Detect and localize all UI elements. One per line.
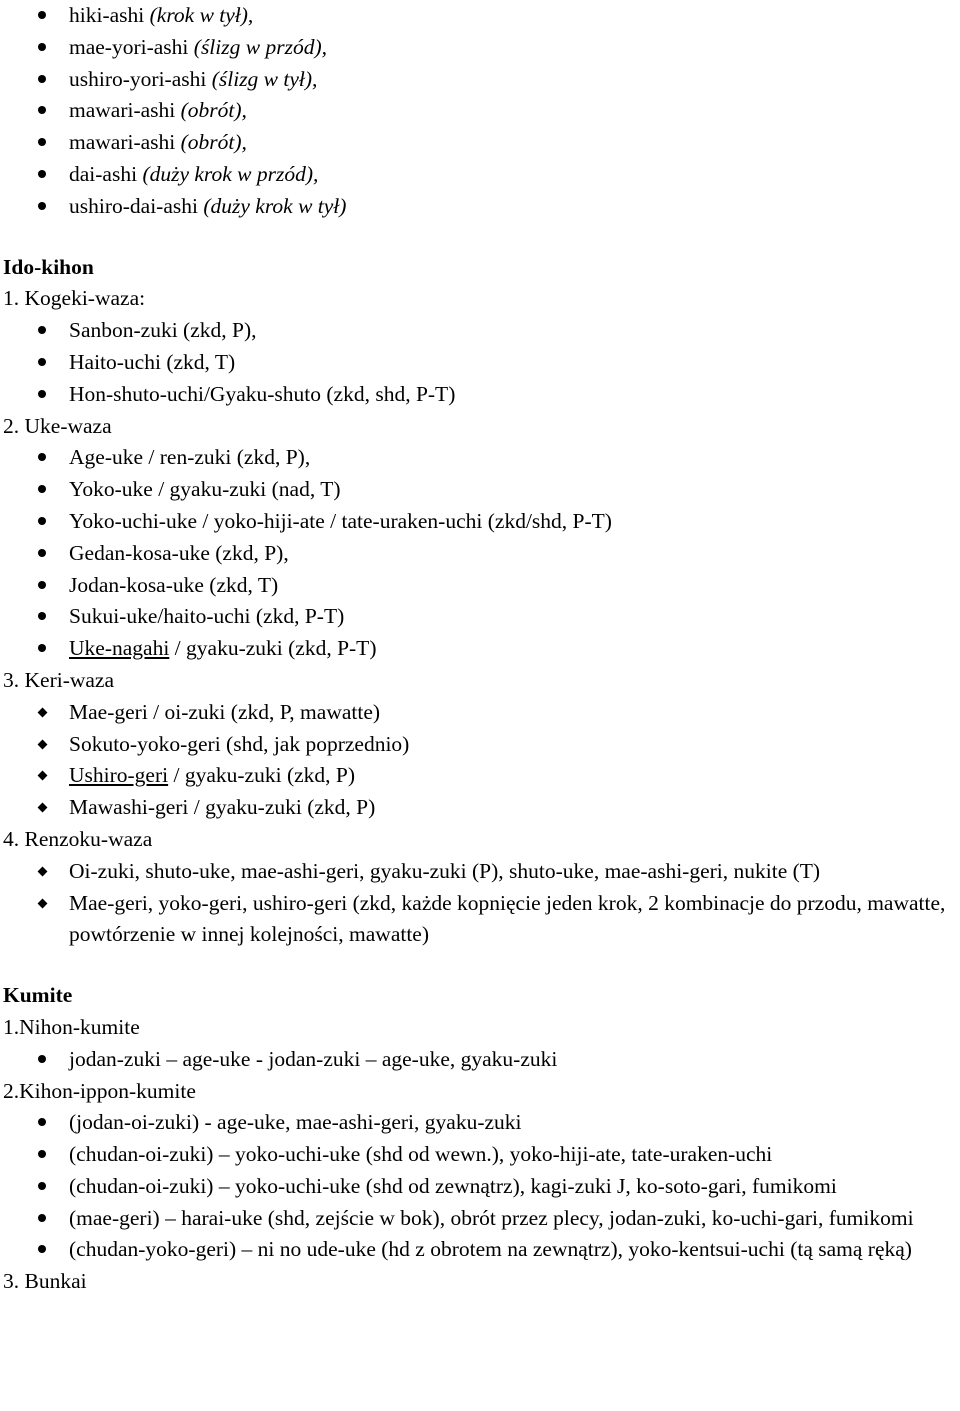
- underlined-term: Ushiro-geri: [69, 763, 169, 788]
- list-item: jodan-zuki – age-uke - jodan-zuki – age-uke, gyaku-zuki: [3, 1044, 960, 1076]
- diamond-bullet-icon: [32, 792, 52, 824]
- list-item: Sukui-uke/haito-uchi (zkd, P-T): [3, 601, 960, 633]
- bullet-icon: [32, 159, 52, 191]
- list-item: dai-ashi (duży krok w przód),: [3, 159, 960, 191]
- list-item: hiki-ashi (krok w tył),: [3, 0, 960, 32]
- list-item: Mae-geri / oi-zuki (zkd, P, mawatte): [3, 697, 960, 729]
- list-item: (jodan-oi-zuki) - age-uke, mae-ashi-geri, gyaku-zuki: [3, 1107, 960, 1139]
- list-item: Haito-uchi (zkd, T): [3, 347, 960, 379]
- list-item: Yoko-uke / gyaku-zuki (nad, T): [3, 474, 960, 506]
- bullet-icon: [32, 64, 52, 96]
- bullet-icon: [32, 1044, 52, 1076]
- list-item: Gedan-kosa-uke (zkd, P),: [3, 538, 960, 570]
- diamond-bullet-icon: [32, 729, 52, 761]
- subsection-heading: 1.Nihon-kumite: [3, 1014, 140, 1039]
- bullet-icon: [32, 95, 52, 127]
- diamond-bullet-icon: [32, 760, 52, 792]
- bullet-icon: [32, 1171, 52, 1203]
- bullet-icon: [32, 191, 52, 223]
- bullet-icon: [32, 0, 52, 32]
- bullet-icon: [32, 32, 52, 64]
- bullet-icon: [32, 315, 52, 347]
- bullet-icon: [32, 379, 52, 411]
- list-item: mae-yori-ashi (ślizg w przód),: [3, 32, 960, 64]
- list-item: ushiro-dai-ashi (duży krok w tył): [3, 191, 960, 223]
- list-item: Jodan-kosa-uke (zkd, T): [3, 570, 960, 602]
- list-item: Sokuto-yoko-geri (shd, jak poprzednio): [3, 729, 960, 761]
- bullet-icon: [32, 506, 52, 538]
- subsection-heading: 2. Uke-waza: [3, 413, 112, 438]
- subsection-heading: 4. Renzoku-waza: [3, 826, 153, 851]
- bullet-icon: [32, 442, 52, 474]
- bullet-icon: [32, 601, 52, 633]
- spacer: [3, 951, 960, 980]
- bullet-icon: [32, 1234, 52, 1266]
- list-item: Sanbon-zuki (zkd, P),: [3, 315, 960, 347]
- subsection-heading: 3. Bunkai: [3, 1269, 87, 1294]
- bullet-icon: [32, 633, 52, 665]
- bullet-icon: [32, 347, 52, 379]
- list-item: Ushiro-geri / gyaku-zuki (zkd, P): [3, 760, 960, 792]
- list-item: Age-uke / ren-zuki (zkd, P),: [3, 442, 960, 474]
- list-item: mawari-ashi (obrót),: [3, 127, 960, 159]
- list-item: mawari-ashi (obrót),: [3, 95, 960, 127]
- bullet-icon: [32, 1107, 52, 1139]
- bullet-icon: [32, 1139, 52, 1171]
- bullet-icon: [32, 538, 52, 570]
- list-item: (chudan-oi-zuki) – yoko-uchi-uke (shd od zewnątrz), kagi-zuki J, ko-soto-gari, fumikomi: [3, 1171, 960, 1203]
- list-item: (chudan-yoko-geri) – ni no ude-uke (hd z obrotem na zewnątrz), yoko-kentsui-uchi (tą samą ręką): [3, 1234, 960, 1266]
- diamond-bullet-icon: [32, 697, 52, 729]
- subsection-heading: 3. Keri-waza: [3, 667, 115, 692]
- list-item: Yoko-uchi-uke / yoko-hiji-ate / tate-uraken-uchi (zkd/shd, P-T): [3, 506, 960, 538]
- subsection-heading: 2.Kihon-ippon-kumite: [3, 1078, 196, 1103]
- list-item: Hon-shuto-uchi/Gyaku-shuto (zkd, shd, P-T): [3, 379, 960, 411]
- subsection-heading: 1. Kogeki-waza:: [3, 286, 146, 311]
- diamond-bullet-icon: [32, 888, 52, 920]
- list-item: Mae-geri, yoko-geri, ushiro-geri (zkd, każde kopnięcie jeden krok, 2 kombinacje do przodu, mawatte, powtórzenie w innej kolejności, mawatte): [3, 888, 960, 952]
- list-item: ushiro-yori-ashi (ślizg w tył),: [3, 64, 960, 96]
- bullet-icon: [32, 570, 52, 602]
- spacer: [3, 223, 960, 252]
- list-item: Mawashi-geri / gyaku-zuki (zkd, P): [3, 792, 960, 824]
- bullet-icon: [32, 474, 52, 506]
- diamond-bullet-icon: [32, 856, 52, 888]
- bullet-icon: [32, 1203, 52, 1235]
- list-item: Uke-nagahi / gyaku-zuki (zkd, P-T): [3, 633, 960, 665]
- list-item: (chudan-oi-zuki) – yoko-uchi-uke (shd od wewn.), yoko-hiji-ate, tate-uraken-uchi: [3, 1139, 960, 1171]
- section-heading: Ido-kihon: [3, 254, 94, 279]
- section-heading: Kumite: [3, 983, 73, 1008]
- list-item: (mae-geri) – harai-uke (shd, zejście w bok), obrót przez plecy, jodan-zuki, ko-uchi-gari, fumikomi: [3, 1203, 960, 1235]
- underlined-term: Uke-nagahi: [69, 636, 170, 661]
- list-item: Oi-zuki, shuto-uke, mae-ashi-geri, gyaku-zuki (P), shuto-uke, mae-ashi-geri, nukite (T): [3, 856, 960, 888]
- bullet-icon: [32, 127, 52, 159]
